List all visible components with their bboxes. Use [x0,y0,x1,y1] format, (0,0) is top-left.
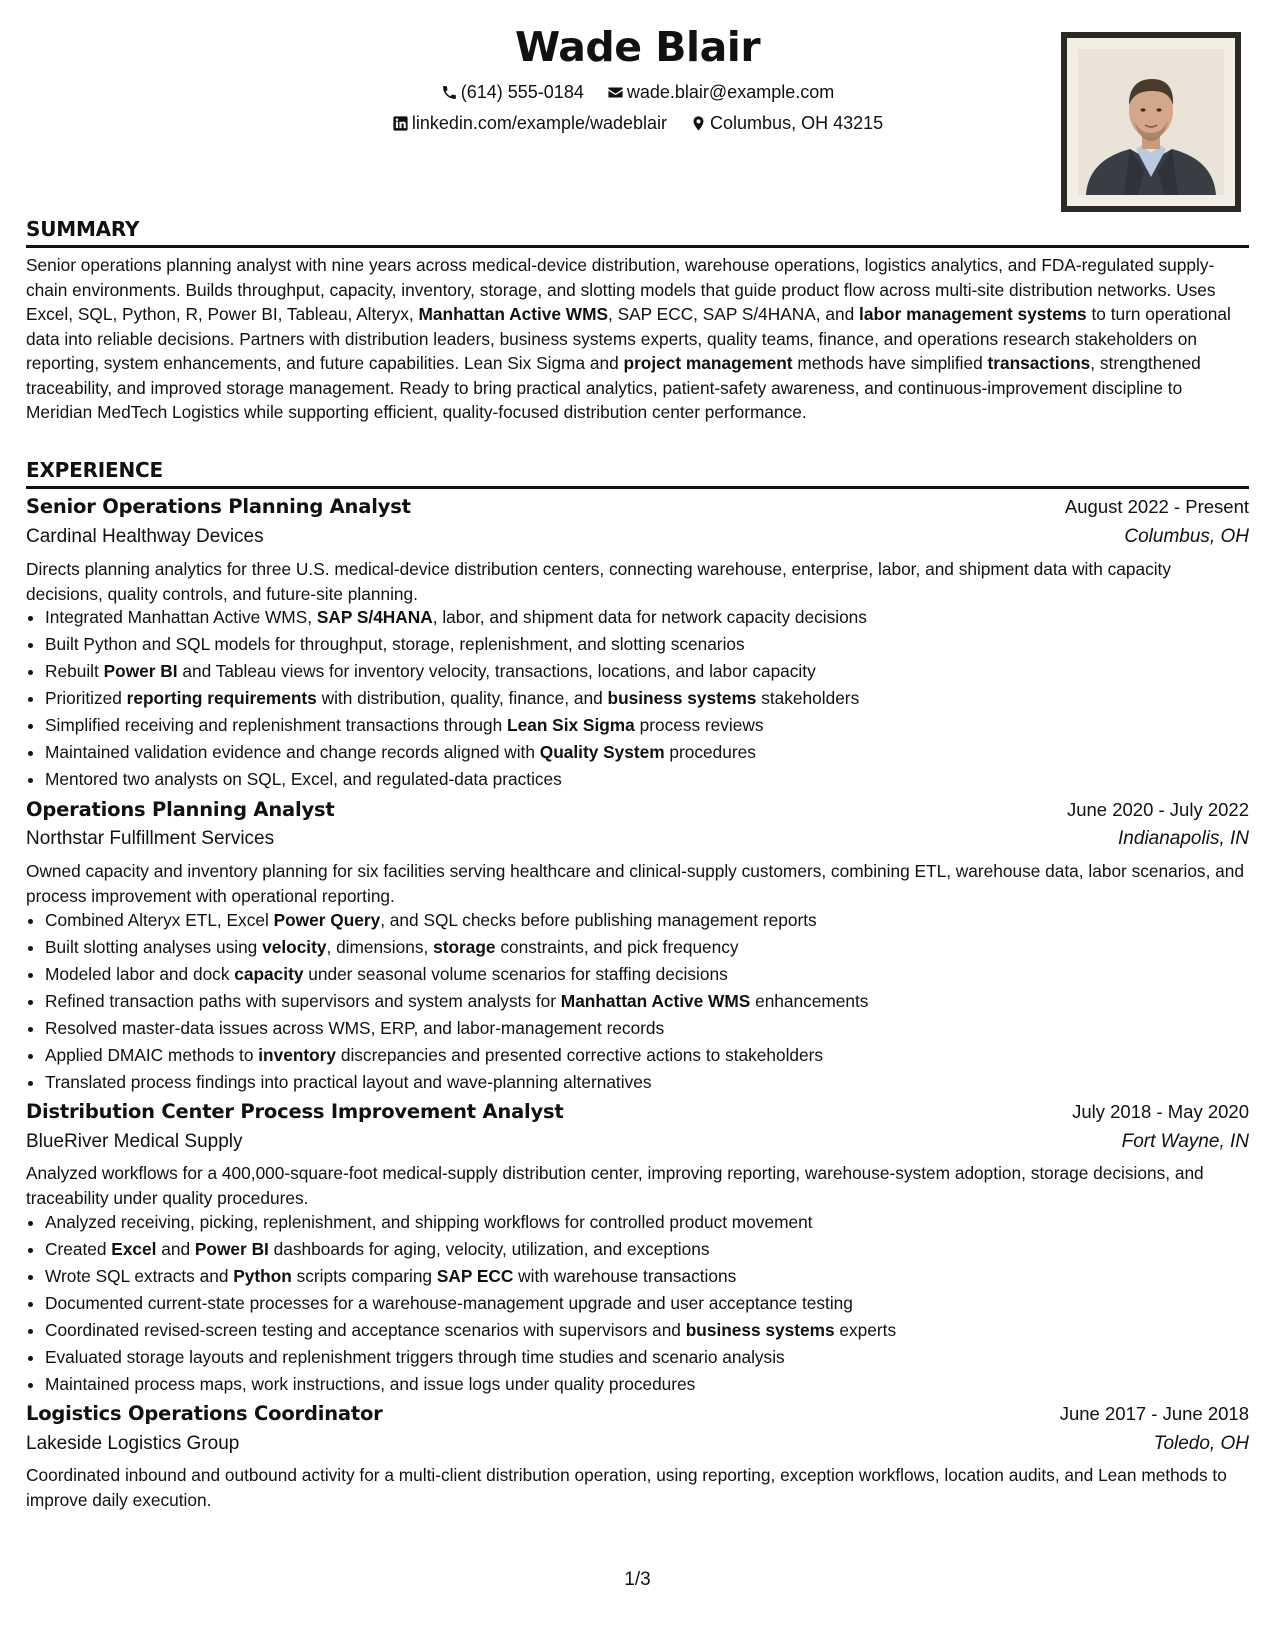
job-bullets [26,907,1268,1096]
email-text[interactable]: wade.blair@example.com [626,82,835,102]
job-company: Northstar Fulfillment Services [26,828,275,849]
phone-text: (614) 555-0184 [460,82,584,102]
job-dates: August 2022 - Present [1064,496,1249,517]
linkedin-icon [392,115,409,132]
location-item [690,111,883,135]
bullet-item: • Combined Alteryx ETL, Excel Power Query, and SQL checks before publishing management reports [45,907,1268,934]
portrait-image [1078,49,1224,195]
bullet-item: • Mentored two analysts on SQL, Excel, and regulated-data practices [45,766,1268,793]
experience-heading: EXPERIENCE [26,458,163,482]
linkedin-text[interactable]: linkedin.com/example/wadeblair [411,113,668,133]
bullet-item: • Refined transaction paths with supervisors and system analysts for Manhattan Active WMS enhancements [45,988,1268,1015]
experience-divider [26,486,1249,489]
bullet-item: • Documented current-state processes for a warehouse-management upgrade and user acceptance testing [45,1290,1268,1317]
job-title: Operations Planning Analyst [26,798,335,821]
phone-icon [441,84,458,101]
linkedin-item[interactable] [392,111,667,135]
envelope-icon [607,84,624,101]
job-location: Columbus, OH [1124,526,1249,547]
job-dates: June 2017 - June 2018 [1059,1403,1249,1424]
job-title: Distribution Center Process Improvement Analyst [26,1100,564,1123]
job-description: Analyzed workflows for a 400,000-square-foot medical-supply distribution center, improving reporting, warehouse-system adoption, storage decisions, and traceability under quality procedures. [26,1163,1204,1208]
job-description: Coordinated inbound and outbound activity for a multi-client distribution operation, using reporting, exception workflows, location audits, and Lean methods to improve daily execution. [26,1465,1227,1510]
bullet-item: • Created Excel and Power BI dashboards for aging, velocity, utilization, and exceptions [45,1236,1268,1263]
job-company: BlueRiver Medical Supply [26,1131,243,1152]
page-number: 1/3 [624,1569,651,1590]
job-title: Logistics Operations Coordinator [26,1402,383,1425]
bullet-item: • Coordinated revised-screen testing and acceptance scenarios with supervisors and business systems experts [45,1317,1268,1344]
resume-page [26,0,1249,1650]
profile-photo [1061,32,1241,212]
map-pin-icon [690,115,707,132]
bullet-item: • Built slotting analyses using velocity, dimensions, storage constraints, and pick frequency [45,934,1268,961]
bullet-item: • Wrote SQL extracts and Python scripts comparing SAP ECC with warehouse transactions [45,1263,1268,1290]
bullet-item: • Integrated Manhattan Active WMS, SAP S/4HANA, labor, and shipment data for network capacity decisions [45,604,1268,631]
phone-item [441,80,584,104]
summary-heading: SUMMARY [26,217,140,241]
bullet-item: • Maintained validation evidence and change records aligned with Quality System procedures [45,739,1268,766]
bullet-item: • Analyzed receiving, picking, replenishment, and shipping workflows for controlled product movement [45,1209,1268,1236]
email-item[interactable] [607,80,834,104]
job-dates: July 2018 - May 2020 [1072,1101,1249,1122]
job-bullets [26,1209,1268,1398]
bullet-item: • Maintained process maps, work instructions, and issue logs under quality procedures [45,1371,1268,1398]
summary-divider [26,245,1249,248]
bullet-item: • Resolved master-data issues across WMS, ERP, and labor-management records [45,1015,1268,1042]
location-text: Columbus, OH 43215 [710,113,884,133]
bullet-item: • Rebuilt Power BI and Tableau views for inventory velocity, transactions, locations, and labor capacity [45,658,1268,685]
bullet-item: • Translated process findings into practical layout and wave-planning alternatives [45,1069,1268,1096]
job-company: Cardinal Healthway Devices [26,526,264,547]
bullet-item: • Simplified receiving and replenishment transactions through Lean Six Sigma process reviews [45,712,1268,739]
bullet-item: • Evaluated storage layouts and replenishment triggers through time studies and scenario analysis [45,1344,1268,1371]
job-dates: June 2020 - July 2022 [1066,799,1249,820]
job-company: Lakeside Logistics Group [26,1433,240,1454]
bullet-item: • Built Python and SQL models for throughput, storage, replenishment, and slotting scenarios [45,631,1268,658]
bullet-item: • Applied DMAIC methods to inventory discrepancies and presented corrective actions to stakeholders [45,1042,1268,1069]
candidate-name: Wade Blair [514,23,761,71]
bullet-item: • Prioritized reporting requirements with distribution, quality, finance, and business systems stakeholders [45,685,1268,712]
bullet-item: • Modeled labor and dock capacity under seasonal volume scenarios for staffing decisions [45,961,1268,988]
job-location: Fort Wayne, IN [1121,1131,1249,1152]
job-bullets [26,604,1268,793]
photo-mat [1067,38,1235,206]
job-location: Indianapolis, IN [1118,828,1249,849]
summary-text: Senior operations planning analyst with nine years across medical-device distribution, warehouse operations, logistics analytics, and FDA-regulated supply-chain environments. Builds throughput, capacity, inventory, storage, and slotting models that guide product flow across multi-site distribution networks. Uses Excel, SQL, Python, R, Power BI, Tableau, Alteryx, Manhattan Active WMS, SAP ECC, SAP S/4HANA, and labor management systems to turn operational data into reliable decisions. Partners with distribution leaders, business systems experts, quality teams, finance, and operations research stakeholders on reporting, system enhancements, and future capabilities. Lean Six Sigma and project management methods have simplified transactions, strengthened traceability, and improved storage management. Ready to bring practical analytics, patient-safety awareness, and continuous-improvement discipline to Meridian MedTech Logistics while supporting efficient, quality-focused distribution center performance. [26,255,1231,422]
job-title: Senior Operations Planning Analyst [26,495,411,518]
job-description: Directs planning analytics for three U.S. medical-device distribution centers, connecting warehouse, enterprise, labor, and shipment data with capacity decisions, quality controls, and future-site planning. [26,559,1172,604]
job-description: Owned capacity and inventory planning for six facilities serving healthcare and clinical-supply customers, combining ETL, warehouse data, labor scenarios, and process improvement with operational reporting. [26,861,1245,906]
job-location: Toledo, OH [1153,1433,1249,1454]
